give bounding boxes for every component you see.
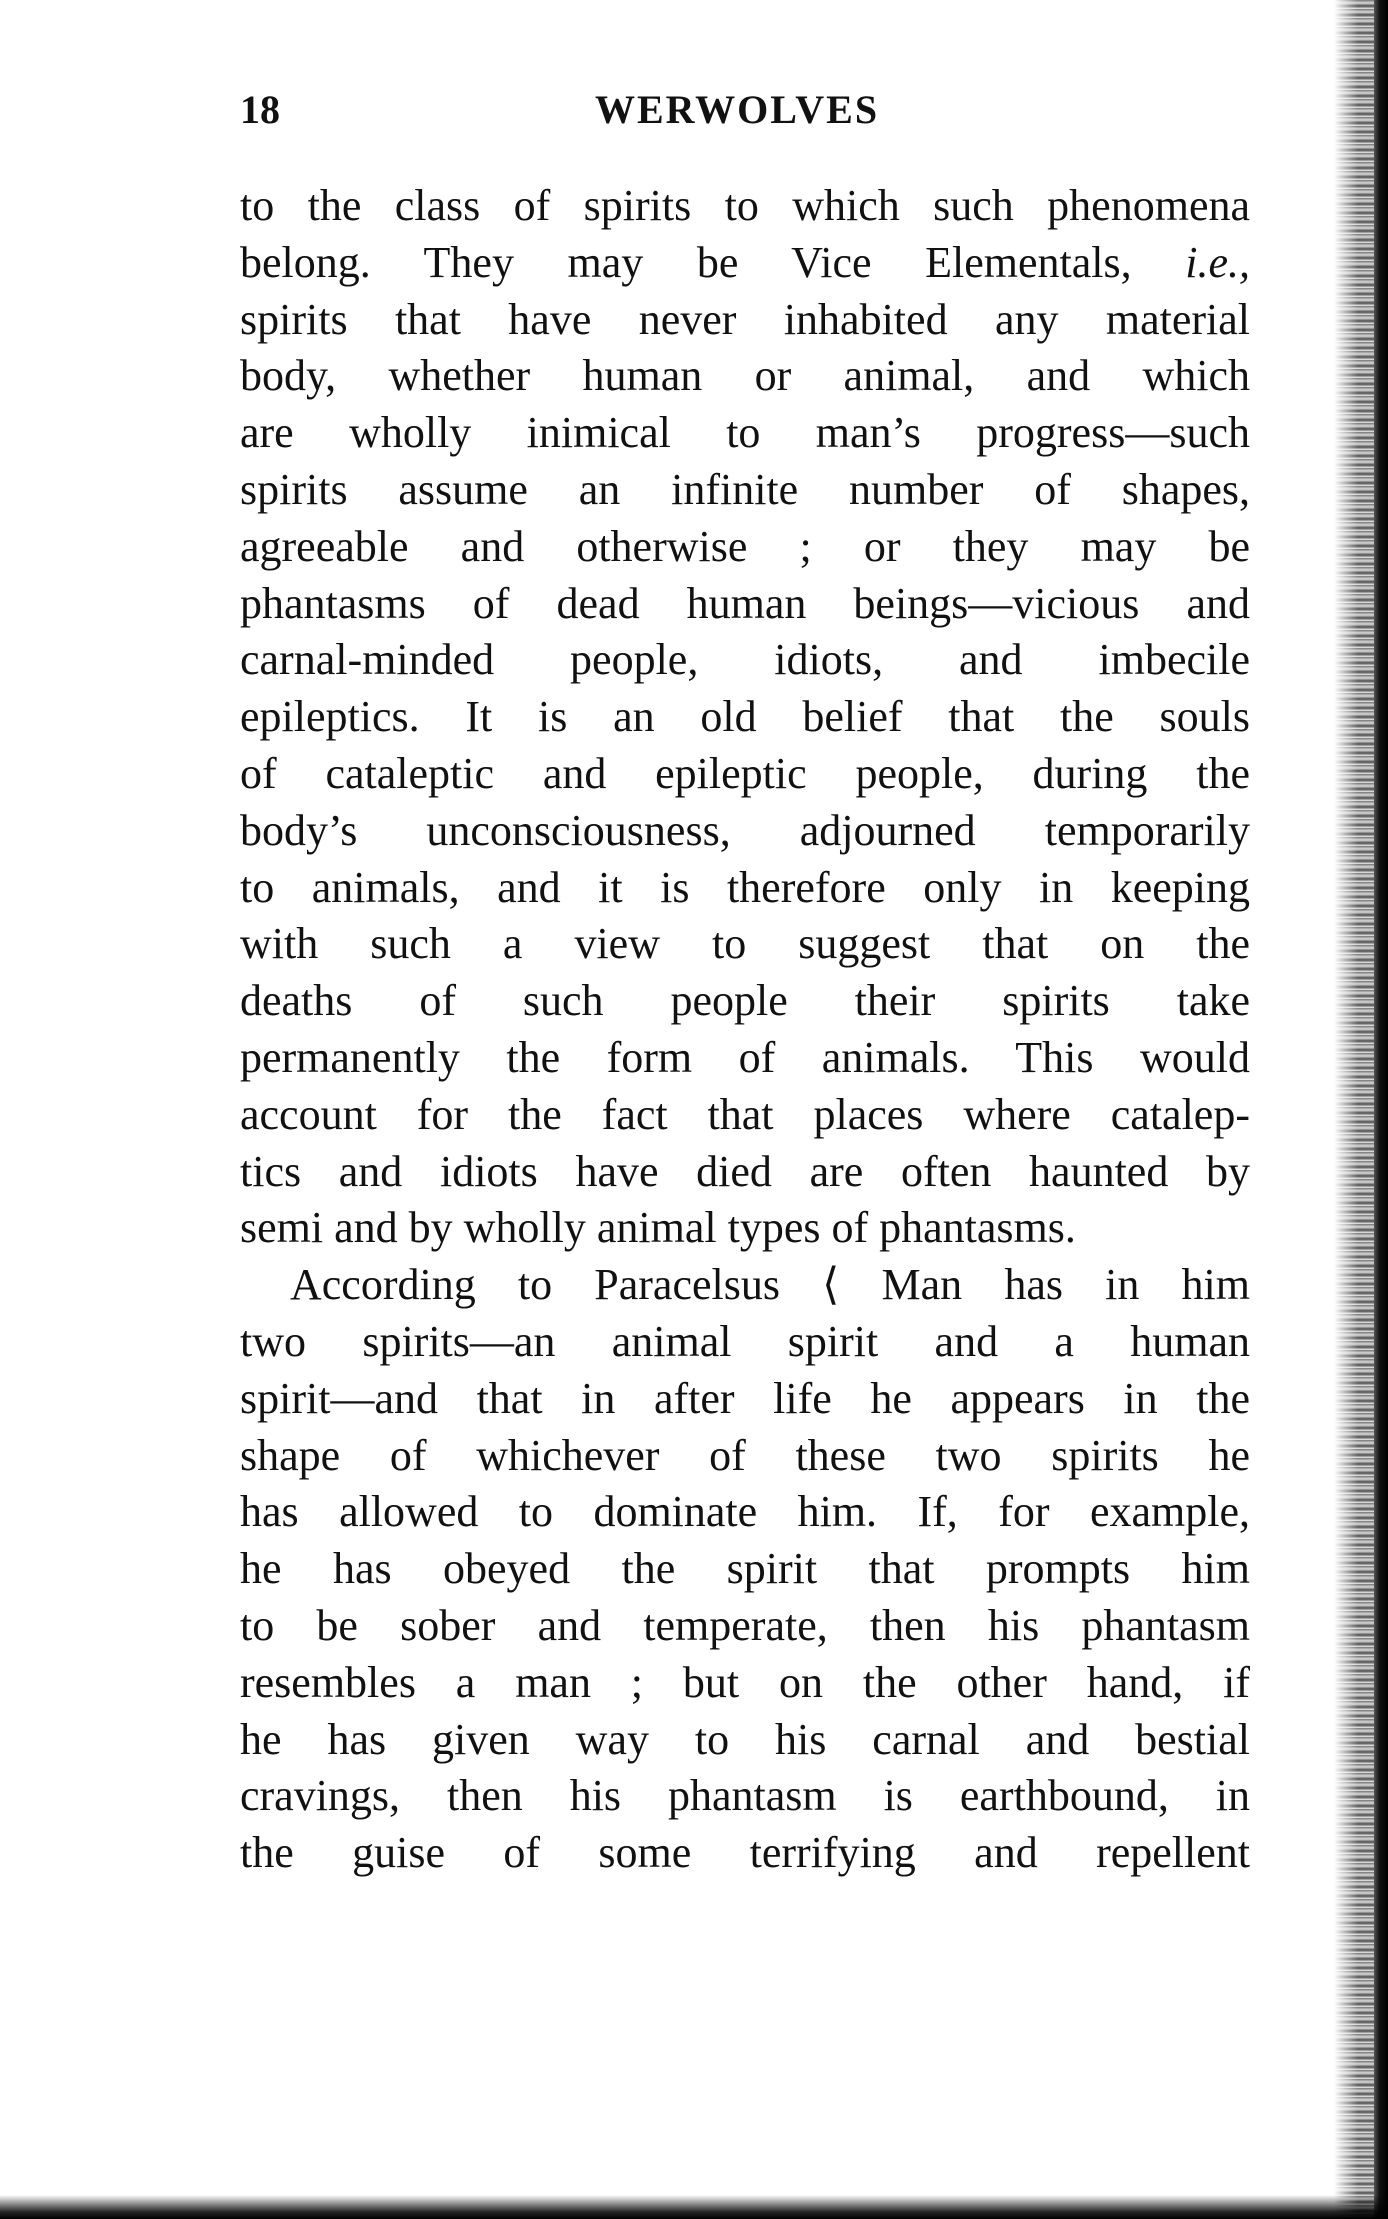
text-line	[240, 235, 1250, 292]
text-line: of cataleptic and epileptic people, during the	[240, 748, 1250, 798]
text-line: to animals, and it is therefore only in keeping	[240, 862, 1250, 912]
text-line: semi and by wholly animal types of phantasms.	[240, 1203, 1076, 1253]
running-title: WERWOLVES	[595, 87, 880, 132]
text-line: spirits that have never inhabited any material	[240, 294, 1250, 344]
text-line: to the class of spirits to which such phenomena	[240, 181, 1250, 230]
text-line: resembles a man ; but on the other hand, if	[240, 1657, 1250, 1707]
text-line: cravings, then his phantasm is earthbound, in	[240, 1771, 1250, 1821]
text-line-paragraph-start: According to Paracelsus ⟨ Man has in him	[290, 1260, 1250, 1310]
page-bottom-edge	[0, 2195, 1388, 2219]
text-line: tics and idiots have died are often haunted by	[240, 1146, 1250, 1196]
text-line: the guise of some terrifying and repellent	[240, 1828, 1250, 1878]
page-header	[240, 80, 1250, 140]
text-line: carnal-minded people, idiots, and imbecile	[240, 635, 1250, 685]
text-line: he has obeyed the spirit that prompts him	[240, 1544, 1250, 1594]
text-line: permanently the form of animals. This would	[240, 1032, 1250, 1082]
text-line: with such a view to suggest that on the	[240, 919, 1250, 969]
text-line: he has given way to his carnal and bestial	[240, 1714, 1250, 1764]
text-line: body, whether human or animal, and which	[240, 351, 1250, 401]
text-line: spirit—and that in after life he appears in the	[240, 1373, 1250, 1423]
page-binding-edge	[1374, 0, 1388, 2219]
page-number: 18	[240, 87, 280, 132]
text-line: has allowed to dominate him. If, for example,	[240, 1487, 1250, 1537]
text-line: deaths of such people their spirits take	[240, 976, 1250, 1026]
text-line: body’s unconsciousness, adjourned temporarily	[240, 805, 1250, 855]
text-line-content: belong. They may be Vice Elementals,	[240, 237, 1186, 287]
binding-shadow	[1334, 0, 1374, 2219]
text-line: phantasms of dead human beings—vicious and	[240, 578, 1250, 628]
text-line: to be sober and temperate, then his phantasm	[240, 1600, 1250, 1650]
text-line: account for the fact that places where catalep-	[240, 1089, 1250, 1139]
text-line: epileptics. It is an old belief that the souls	[240, 692, 1250, 742]
text-line: are wholly inimical to man’s progress—such	[240, 408, 1250, 458]
text-line: two spirits—an animal spirit and a human	[240, 1316, 1250, 1366]
body-text	[240, 178, 1250, 1882]
italic-abbreviation: i.e.,	[1185, 237, 1250, 287]
text-line: shape of whichever of these two spirits he	[240, 1430, 1250, 1480]
text-line: agreeable and otherwise ; or they may be	[240, 521, 1250, 571]
text-line: spirits assume an infinite number of shapes,	[240, 464, 1250, 514]
